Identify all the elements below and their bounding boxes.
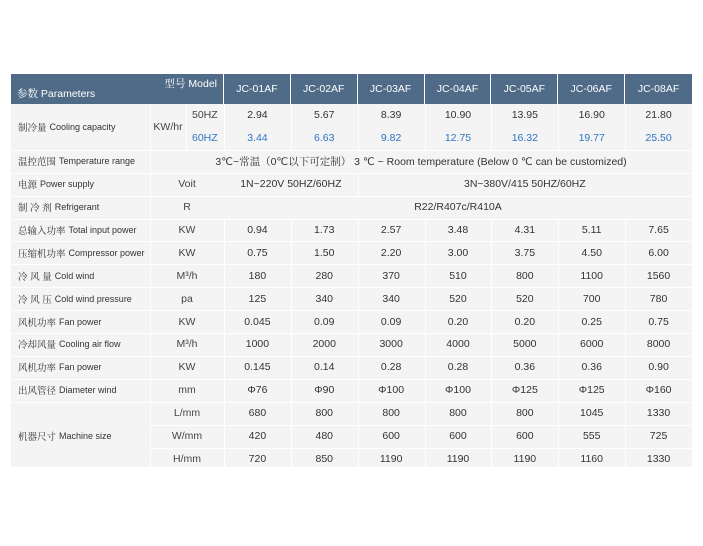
power-supply-three-phase: 3N~380V/415 50HZ/60HZ	[463, 178, 586, 191]
row-cooling-capacity-label	[11, 104, 150, 150]
cooling-capacity-value: 8.39	[380, 109, 402, 122]
row-value: 0.145	[244, 361, 271, 374]
param-label-en: Cold wind	[54, 270, 95, 281]
row-value: 5000	[513, 338, 537, 351]
param-label-cn: 冷 风 压	[18, 294, 52, 306]
temperature-range-value: 3℃~常温（0℃以下可定制） 3 ℃ ~ Room temperature (Below 0 ℃ can be customized)	[215, 155, 627, 168]
row-value: 800	[516, 269, 534, 282]
param-label-en: Fan power	[59, 316, 102, 327]
machine-size-value: 600	[382, 430, 400, 443]
row-label	[11, 379, 150, 402]
row-value: 2000	[312, 338, 336, 351]
machine-size-value: 1045	[580, 407, 604, 420]
row-value: 510	[449, 269, 467, 282]
spec-table	[11, 74, 692, 467]
machine-size-value: 720	[248, 452, 267, 465]
cooling-capacity-value: 6.63	[314, 132, 335, 145]
machine-size-value: 480	[315, 430, 334, 443]
row-value: 7.65	[648, 223, 669, 236]
row-value: 0.94	[247, 223, 268, 236]
row-value: 3.75	[514, 246, 536, 259]
model-header-jc-06af: JC-06AF	[558, 74, 625, 104]
machine-size-value: 1190	[446, 452, 470, 465]
machine-size-unit: H/mm	[173, 452, 201, 465]
row-value: Φ160	[645, 384, 672, 397]
row-power-supply-label	[11, 173, 150, 196]
cooling-capacity-value: 16.90	[578, 109, 605, 122]
param-label-cn: 电源	[18, 180, 38, 192]
cooling-capacity-unit: KW/hr	[153, 120, 183, 133]
row-unit: KW	[178, 315, 196, 328]
row-value: 3.48	[447, 223, 469, 236]
row-unit: KW	[178, 223, 196, 236]
model-header-jc-01af: JC-01AF	[224, 74, 291, 104]
model-header-jc-03af: JC-03AF	[358, 74, 425, 104]
row-value: 1560	[646, 269, 671, 282]
row-value: 6.00	[648, 246, 669, 259]
param-label-cn: 制 冷 剂	[18, 203, 52, 215]
param-label-en: Cooling capacity	[49, 121, 116, 132]
refrigerant-unit: R	[183, 201, 191, 214]
machine-size-value: 680	[248, 407, 267, 420]
machine-size-value: 800	[315, 407, 334, 420]
param-label-en: Temperature range	[59, 156, 136, 167]
freq-60hz: 60HZ	[192, 132, 218, 145]
row-value: 0.20	[514, 315, 536, 328]
row-value: 1.73	[314, 223, 335, 236]
row-value: Φ76	[247, 384, 268, 397]
model-header-jc-08af: JC-08AF	[625, 74, 692, 104]
row-value: 0.045	[244, 315, 271, 328]
header-parameters-cell	[11, 74, 224, 104]
row-value: 340	[382, 292, 400, 305]
row-value: 520	[449, 292, 467, 305]
row-unit: KW	[178, 361, 196, 374]
machine-size-value: 420	[248, 430, 267, 443]
machine-size-value: 600	[516, 430, 534, 443]
row-unit: pa	[181, 292, 193, 305]
row-value: 340	[315, 292, 334, 305]
param-label-cn: 机器尺寸	[18, 432, 57, 444]
row-value: 3000	[379, 338, 403, 351]
model-header-jc-05af: JC-05AF	[491, 74, 558, 104]
machine-size-value: 800	[382, 407, 400, 420]
model-header-jc-04af: JC-04AF	[425, 74, 492, 104]
row-value: 4.50	[581, 246, 602, 259]
param-label-cn: 压缩机功率	[18, 248, 66, 260]
row-label	[11, 333, 150, 356]
row-label	[11, 264, 150, 287]
power-supply-single-phase: 1N~220V 50HZ/60HZ	[240, 178, 342, 191]
machine-size-value: 555	[582, 430, 601, 443]
param-label-en: Diameter wind	[59, 385, 117, 396]
machine-size-value: 1190	[379, 452, 403, 465]
cooling-capacity-value: 2.94	[247, 109, 268, 122]
param-label-cn: 出风管径	[18, 386, 57, 398]
param-label-en: Machine size	[59, 431, 112, 442]
machine-size-unit: W/mm	[171, 430, 203, 443]
cooling-capacity-value: 25.50	[645, 132, 672, 145]
row-value: Φ100	[378, 384, 405, 397]
cooling-capacity-value: 9.82	[380, 132, 402, 145]
param-label-cn: 风机功率	[18, 317, 57, 329]
row-value: 2.20	[380, 246, 402, 259]
machine-size-value: 800	[449, 407, 467, 420]
row-unit: M³/h	[176, 338, 198, 351]
param-label-en: Cold wind pressure	[54, 293, 132, 304]
row-value: 0.75	[247, 246, 268, 259]
row-value: 520	[516, 292, 534, 305]
machine-size-value: 800	[516, 407, 534, 420]
row-machine-size-label	[11, 402, 150, 471]
machine-size-value: 1160	[580, 452, 603, 465]
row-value: Φ100	[445, 384, 471, 397]
row-value: 280	[315, 269, 334, 282]
row-value: 8000	[646, 338, 671, 351]
param-label-cn: 总输入功率	[18, 225, 66, 237]
power-supply-unit: Voit	[178, 178, 196, 191]
param-label-cn: 温控范围	[18, 157, 57, 169]
param-label-en: Fan power	[59, 362, 102, 373]
row-label	[11, 310, 150, 333]
cooling-capacity-value: 5.67	[314, 109, 335, 122]
row-refrigerant-label	[11, 196, 150, 219]
row-value: 700	[582, 292, 601, 305]
cooling-capacity-value: 3.44	[247, 132, 268, 145]
row-value: 0.28	[380, 361, 402, 374]
param-label-cn: 冷 风 量	[18, 271, 52, 283]
machine-size-value: 1330	[646, 452, 671, 465]
row-unit: KW	[178, 246, 196, 259]
row-label	[11, 356, 150, 379]
model-label: 型号 Model	[164, 78, 217, 90]
param-label-cn: 制冷量	[18, 122, 47, 134]
machine-size-value: 725	[649, 430, 668, 443]
row-label	[11, 241, 150, 264]
row-value: 1000	[245, 338, 270, 351]
row-value: 0.75	[648, 315, 669, 328]
refrigerant-value: R22/R407c/R410A	[414, 201, 502, 214]
row-value: 0.36	[581, 361, 602, 374]
row-value: 4000	[446, 338, 470, 351]
row-value: 2.57	[380, 223, 402, 236]
row-label	[11, 219, 150, 242]
row-value: 125	[248, 292, 267, 305]
row-value: 0.25	[581, 315, 602, 328]
cooling-capacity-value: 13.95	[511, 109, 538, 122]
row-value: 0.90	[648, 361, 669, 374]
row-label	[11, 287, 150, 310]
param-label-en: Refrigerant	[54, 202, 100, 213]
row-temperature-range-label	[11, 150, 150, 173]
row-value: 3.00	[447, 246, 469, 259]
cooling-capacity-value: 12.75	[444, 132, 472, 145]
row-value: 1100	[580, 269, 603, 282]
row-value: Φ90	[314, 384, 335, 397]
row-value: 1.50	[314, 246, 335, 259]
row-value: 6000	[580, 338, 604, 351]
machine-size-value: 850	[315, 452, 334, 465]
cooling-capacity-value: 21.80	[645, 109, 672, 122]
model-header-jc-02af: JC-02AF	[291, 74, 358, 104]
row-value: Φ125	[578, 384, 605, 397]
machine-size-value: 1330	[646, 407, 671, 420]
row-value: 370	[382, 269, 400, 282]
row-value: 780	[649, 292, 668, 305]
param-label-en: Total input power	[68, 224, 137, 235]
machine-size-value: 600	[449, 430, 467, 443]
param-label-cn: 冷却风量	[18, 340, 57, 352]
param-label-en: Power supply	[40, 179, 95, 190]
row-value: 0.20	[447, 315, 469, 328]
row-value: Φ125	[511, 384, 538, 397]
param-label-en: Compressor power	[68, 247, 145, 258]
row-unit: M³/h	[176, 269, 198, 282]
row-value: 5.11	[581, 223, 602, 236]
row-value: 0.09	[380, 315, 402, 328]
row-value: 0.09	[314, 315, 335, 328]
row-value: 0.28	[447, 361, 469, 374]
freq-50hz: 50HZ	[192, 109, 218, 122]
cooling-capacity-value: 16.32	[511, 132, 538, 145]
cooling-capacity-value: 19.77	[578, 132, 605, 145]
row-value: 0.14	[314, 361, 335, 374]
cooling-capacity-value: 10.90	[444, 109, 472, 122]
param-label-en: Cooling air flow	[59, 339, 121, 350]
parameters-label: 参数 Parameters	[17, 88, 96, 100]
row-value: 0.36	[514, 361, 536, 374]
row-value: 4.31	[514, 223, 536, 236]
row-unit: mm	[178, 384, 196, 397]
row-value: 180	[248, 269, 267, 282]
machine-size-unit: L/mm	[173, 407, 201, 420]
param-label-cn: 风机功率	[18, 363, 57, 375]
machine-size-value: 1190	[513, 452, 537, 465]
